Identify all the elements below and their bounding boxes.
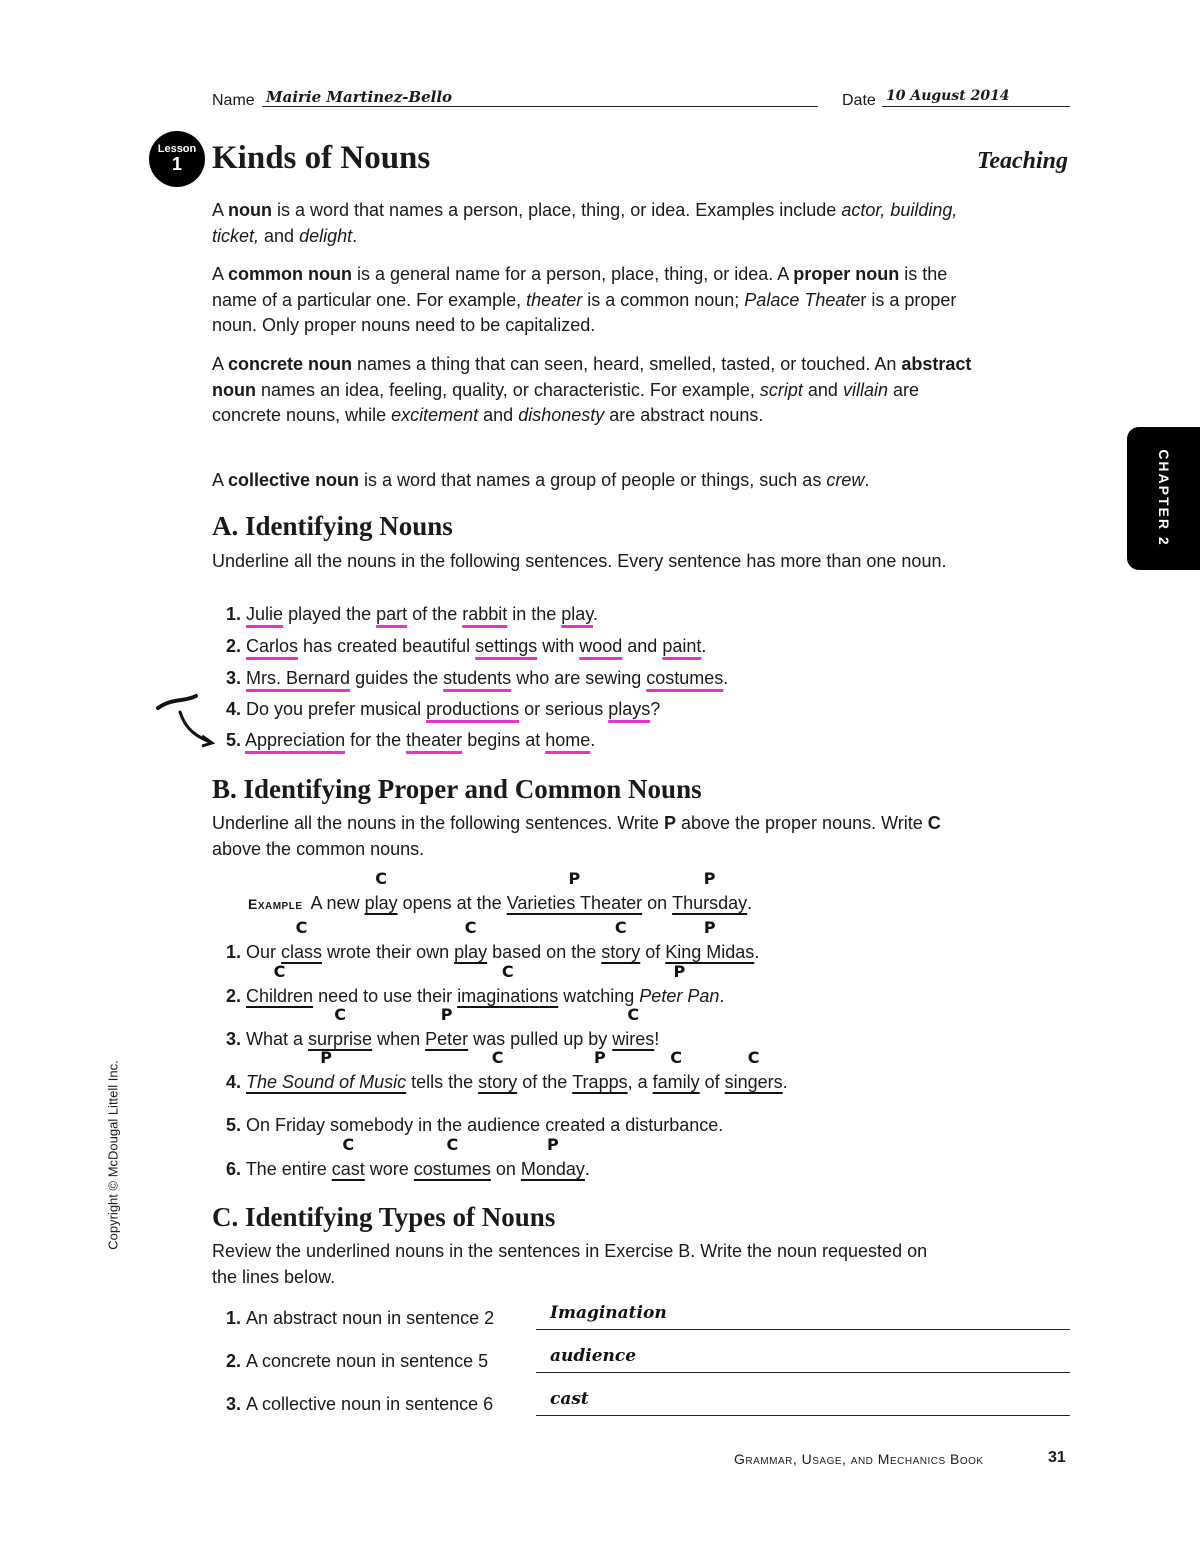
text-run: has created beautiful — [298, 636, 476, 656]
page-title: Kinds of Nouns — [212, 140, 431, 176]
common-mark: C — [342, 1135, 355, 1154]
item-number: 4. — [226, 1072, 242, 1092]
answer-line[interactable] — [536, 1415, 1070, 1416]
noun-highlight: Appreciation — [245, 730, 346, 750]
handwritten-answer: Imagination — [550, 1303, 667, 1323]
noun-highlight: play — [561, 604, 593, 624]
text-run: are concrete nouns, while — [212, 379, 920, 425]
noun-text: singers — [724, 1072, 783, 1092]
proper-mark: P — [673, 962, 686, 981]
text-run: . — [584, 1159, 590, 1179]
question-text: A collective noun in sentence 6 — [246, 1394, 494, 1414]
proper-mark: P — [547, 1135, 559, 1154]
text-run: ? — [650, 699, 661, 719]
text-run: are abstract nouns. — [604, 405, 764, 425]
proper-mark: P — [703, 918, 716, 937]
text-run: on — [642, 893, 673, 913]
lesson-badge — [149, 131, 205, 187]
text-run: A new — [310, 893, 365, 913]
text-run: theater — [526, 289, 583, 310]
text-run: in the — [507, 604, 562, 624]
noun-highlight: theater — [406, 730, 463, 750]
noun-text: cast — [331, 1159, 365, 1179]
text-run: and — [622, 636, 663, 656]
text-run: is a word that names a group of people or things, such as — [359, 470, 827, 490]
text-run: Our — [241, 942, 282, 962]
noun-text: Peter Pan — [639, 986, 720, 1006]
marked-noun — [281, 918, 323, 963]
noun-highlight: students — [443, 668, 512, 688]
sentence-b-5 — [226, 1115, 723, 1136]
noun-text: play — [454, 942, 488, 962]
intro-paragraph-2 — [212, 262, 972, 339]
text-run: On Friday somebody in the audience created a disturbance. — [241, 1115, 724, 1135]
name-line — [262, 106, 818, 107]
sentence-a-3 — [226, 668, 728, 689]
proper-mark: P — [594, 1048, 606, 1067]
text-run: names an idea, feeling, quality, or characteristic. For example, — [255, 379, 760, 400]
noun-highlight: Carlos — [246, 636, 299, 656]
text-run: who are sewing — [511, 668, 647, 688]
intro-paragraph-4 — [212, 468, 972, 494]
item-number: 2. — [226, 1351, 247, 1371]
common-mark: C — [295, 918, 308, 937]
sentence-a-5 — [226, 730, 595, 751]
text-run: crew — [826, 470, 865, 490]
text-run: script — [759, 379, 803, 400]
chapter-tab-label: CHAPTER 2 — [1156, 449, 1172, 547]
item-number: 3. — [226, 1029, 242, 1049]
marked-noun — [665, 918, 755, 963]
text-run: dishonesty — [518, 405, 605, 425]
common-mark: C — [501, 962, 514, 981]
noun-text: wires — [612, 1029, 655, 1049]
marked-noun — [246, 1048, 407, 1093]
noun-text: King Midas — [665, 942, 755, 962]
text-run: A — [212, 354, 229, 374]
item-number: 5. — [226, 730, 242, 750]
common-mark: C — [273, 962, 286, 981]
noun-highlight: plays — [608, 699, 651, 719]
noun-highlight: settings — [475, 636, 538, 656]
common-mark: C — [627, 1005, 640, 1024]
text-run: The entire — [241, 1159, 332, 1179]
noun-text: imaginations — [457, 986, 559, 1006]
section-a-title: A. Identifying Nouns — [212, 511, 453, 541]
proper-mark: P — [440, 1005, 453, 1024]
item-number: 1. — [226, 942, 242, 962]
answer-line[interactable] — [536, 1372, 1070, 1373]
text-run: above the proper nouns. Write — [675, 813, 928, 833]
text-run: P — [663, 813, 676, 833]
noun-highlight: productions — [426, 699, 520, 719]
item-number: 2. — [226, 986, 242, 1006]
noun-text: Trapps — [572, 1072, 628, 1092]
proper-mark: P — [568, 869, 581, 888]
marked-noun — [601, 918, 641, 963]
section-c-title: C. Identifying Types of Nouns — [212, 1202, 556, 1232]
sentence-b-3 — [226, 1005, 660, 1050]
text-run: noun — [228, 200, 272, 220]
text-run: concrete noun — [228, 354, 353, 374]
text-run: , a — [627, 1072, 653, 1092]
text-run: of — [640, 942, 666, 962]
marked-noun — [364, 869, 398, 914]
text-run: . — [747, 893, 753, 913]
text-run: begins at — [462, 730, 546, 750]
handwritten-answer: cast — [550, 1389, 589, 1409]
sentence-a-2 — [226, 636, 706, 657]
footer-book: Grammar, Usage, and Mechanics Book — [734, 1451, 984, 1467]
proper-mark: P — [320, 1048, 332, 1067]
text-run: delight — [299, 225, 353, 246]
marked-noun — [331, 1135, 365, 1180]
text-run: A — [212, 470, 229, 490]
question-c-3 — [226, 1394, 493, 1415]
section-c-instructions: Review the underlined nouns in the sentences in Exercise B. Write the noun requested on the lines below. — [212, 1241, 928, 1287]
question-c-2 — [226, 1351, 488, 1372]
text-run: . — [592, 604, 598, 624]
marked-noun — [672, 869, 748, 914]
item-number: 3. — [226, 668, 242, 688]
noun-text: surprise — [308, 1029, 373, 1049]
text-run: and — [478, 405, 519, 425]
text-run: need to use their — [313, 986, 458, 1006]
sentence-b-1 — [226, 918, 760, 963]
item-number: 1. — [226, 1308, 247, 1328]
text-run: . — [719, 986, 725, 1006]
handwritten-answer: audience — [550, 1346, 637, 1366]
lesson-badge-label: Lesson — [157, 143, 197, 155]
text-run: . — [590, 730, 596, 750]
text-run: above the common nouns. — [212, 838, 425, 859]
text-run: is a word that names a person, place, thing, or idea. Examples include — [272, 200, 842, 220]
item-number: 4. — [226, 699, 242, 719]
text-run: ! — [654, 1029, 660, 1049]
item-number: 6. — [226, 1159, 242, 1179]
text-run: names a thing that can seen, heard, smelled, tasted, or touched. An — [352, 354, 902, 374]
example-label: Example — [248, 896, 303, 912]
text-run: and — [259, 225, 300, 246]
text-run: is a common noun; — [582, 289, 745, 310]
noun-highlight: home — [545, 730, 591, 750]
noun-highlight: paint — [662, 636, 702, 656]
noun-text: Thursday — [672, 893, 748, 913]
noun-text: Children — [246, 986, 314, 1006]
lesson-tag: Teaching — [976, 148, 1068, 174]
sentence-b-4 — [226, 1048, 788, 1093]
section-b-title: B. Identifying Proper and Common Nouns — [212, 774, 702, 804]
common-mark: C — [464, 918, 477, 937]
text-run: of — [699, 1072, 725, 1092]
answer-line[interactable] — [536, 1329, 1070, 1330]
date-label: Date — [842, 92, 876, 109]
noun-text: story — [478, 1072, 518, 1092]
text-run: of the — [407, 604, 463, 624]
text-run: guides the — [350, 668, 444, 688]
item-number: 3. — [226, 1394, 247, 1414]
noun-text: Monday — [520, 1159, 585, 1179]
text-run: . — [754, 942, 760, 962]
common-mark: C — [747, 1048, 760, 1067]
question-text: An abstract noun in sentence 2 — [246, 1308, 495, 1328]
text-run: watching — [558, 986, 640, 1006]
marked-noun — [520, 1135, 585, 1180]
chapter-tab — [1127, 427, 1200, 570]
margin-arrow-icon — [150, 688, 222, 752]
text-run: r is a proper noun. Only proper nouns need to be capitalized. — [212, 289, 957, 335]
marked-noun — [652, 1048, 700, 1093]
text-run: excitement — [391, 405, 479, 425]
text-run: of the — [517, 1072, 573, 1092]
intro-paragraph-3 — [212, 352, 972, 429]
marked-noun — [639, 962, 720, 1007]
text-run: when — [372, 1029, 426, 1049]
marked-noun — [506, 869, 643, 914]
proper-mark: P — [703, 869, 716, 888]
name-label: Name — [212, 92, 255, 109]
date-value: 10 August 2014 — [886, 88, 1010, 104]
text-run: tells the — [406, 1072, 479, 1092]
noun-highlight: costumes — [646, 668, 724, 688]
noun-text: The Sound of Music — [246, 1072, 407, 1092]
noun-highlight: wood — [579, 636, 623, 656]
text-run: with — [537, 636, 580, 656]
text-run: A — [212, 264, 229, 284]
question-text: A concrete noun in sentence 5 — [246, 1351, 489, 1371]
sentence-a-4 — [226, 699, 660, 720]
example-sentence — [248, 869, 753, 914]
common-mark: C — [375, 869, 387, 888]
noun-text: costumes — [413, 1159, 491, 1179]
item-number: 1. — [226, 604, 242, 624]
marked-noun — [478, 1048, 518, 1093]
common-mark: C — [614, 918, 627, 937]
common-mark: C — [670, 1048, 682, 1067]
text-run: wore — [364, 1159, 414, 1179]
intro-paragraph-1 — [212, 198, 972, 249]
noun-highlight: Mrs. Bernard — [246, 668, 351, 688]
marked-noun — [425, 1005, 469, 1050]
common-mark: C — [334, 1005, 346, 1024]
marked-noun — [413, 1135, 491, 1180]
text-run: opens at the — [397, 893, 507, 913]
noun-highlight: part — [376, 604, 408, 624]
text-run: was pulled up by — [468, 1029, 613, 1049]
copyright: Copyright © McDougal Littell Inc. — [105, 1060, 121, 1250]
page-number: 31 — [1048, 1449, 1066, 1466]
name-value: Mairie Martinez-Bello — [266, 88, 453, 106]
text-run: . — [864, 470, 870, 490]
text-run: played the — [283, 604, 377, 624]
noun-text: play — [364, 893, 398, 913]
section-b-instructions — [212, 811, 972, 862]
noun-highlight: Julie — [246, 604, 284, 624]
text-run: and — [802, 379, 843, 400]
text-run: or serious — [519, 699, 609, 719]
text-run: abstract noun — [212, 354, 972, 400]
text-run: actor, building, ticket, — [212, 200, 958, 246]
lesson-badge-number: 1 — [171, 154, 182, 174]
item-number: 5. — [226, 1115, 242, 1135]
date-line — [882, 106, 1070, 107]
text-run: Do you prefer musical — [241, 699, 427, 719]
text-run: is a general name for a person, place, thing, or idea. A — [352, 264, 794, 284]
sentence-b-6 — [226, 1135, 590, 1180]
sentence-a-1 — [226, 604, 598, 625]
text-run: A — [212, 200, 229, 220]
sentence-b-2 — [226, 962, 725, 1007]
text-run: Palace Theate — [744, 289, 861, 310]
text-run: wrote their own — [322, 942, 455, 962]
noun-text: story — [601, 942, 641, 962]
text-run: . — [352, 225, 358, 246]
marked-noun — [572, 1048, 628, 1093]
text-run: for the — [345, 730, 407, 750]
noun-highlight: rabbit — [462, 604, 508, 624]
common-mark: C — [491, 1048, 504, 1067]
common-mark: C — [446, 1135, 459, 1154]
section-a-instructions: Underline all the nouns in the following sentences. Every sentence has more than one noun. — [212, 551, 947, 571]
marked-noun — [612, 1005, 655, 1050]
marked-noun — [454, 918, 488, 963]
text-run: proper noun — [793, 264, 900, 284]
marked-noun — [457, 962, 559, 1007]
text-run: . — [701, 636, 707, 656]
noun-text: Peter — [425, 1029, 469, 1049]
marked-noun — [246, 962, 314, 1007]
question-c-1 — [226, 1308, 494, 1329]
marked-noun — [724, 1048, 783, 1093]
marked-noun — [308, 1005, 373, 1050]
noun-text: family — [652, 1072, 700, 1092]
text-run: is the name of a particular one. For example, — [212, 264, 948, 310]
noun-text: Varieties Theater — [506, 893, 643, 913]
text-run: Underline all the nouns in the following sentences. Write — [212, 813, 664, 833]
text-run: common noun — [228, 264, 353, 284]
text-run: based on the — [487, 942, 602, 962]
item-number: 2. — [226, 636, 242, 656]
example-text — [310, 869, 753, 913]
text-run: . — [782, 1072, 788, 1092]
text-run: collective noun — [228, 470, 360, 490]
text-run: . — [723, 668, 729, 688]
text-run: villain — [842, 379, 888, 400]
text-run: C — [927, 813, 941, 833]
noun-text: class — [281, 942, 323, 962]
text-run: on — [490, 1159, 521, 1179]
text-run: What a — [241, 1029, 309, 1049]
